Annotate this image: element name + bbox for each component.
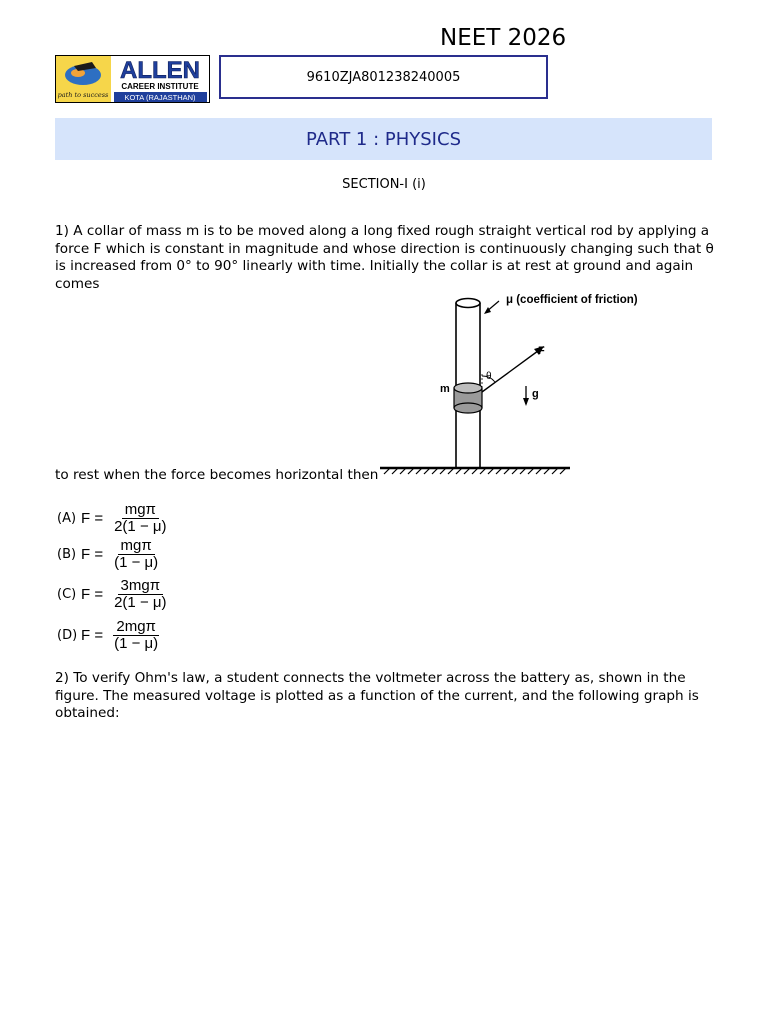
friction-label: μ (coefficient of friction)	[506, 294, 638, 306]
logo-subtitle: CAREER INSTITUTE	[121, 82, 199, 91]
mass-label: m	[440, 383, 450, 395]
allen-logo	[55, 55, 210, 103]
option-c-label: (C)	[57, 586, 77, 602]
exam-title: NEET 2026	[440, 25, 567, 51]
section-label: SECTION-I (i)	[342, 177, 426, 192]
option-a-label: (A)	[57, 510, 77, 526]
option-a-denominator: 2(1 − μ)	[114, 517, 167, 535]
option-b-denominator: (1 − μ)	[114, 553, 159, 571]
paper-code: 9610ZJA801238240005	[306, 69, 461, 85]
question-1-text: 1) A collar of mass m is to be moved along a long fixed rough straight vertical rod by applying a force F which is constant in magnitude and whose direction is continuously changing such that θ is increased from 0° to 90° linearly with time. Initially the collar is at rest at ground and again comes	[55, 223, 714, 292]
option-d-formula: F = $\frac{\text{2mgπ}}{(1 - \mu)}$	[81, 619, 161, 652]
option-c[interactable]	[57, 576, 170, 612]
option-c-numerator: 3mgπ	[118, 578, 164, 595]
question-2-text: 2) To verify Ohm's law, a student connects the voltmeter across the battery as, shown in the figure. The measured voltage is plotted as a function of the current, and the following graph is obtained:	[55, 670, 699, 721]
angle-label: θ	[486, 371, 492, 382]
force-label: F	[538, 345, 545, 357]
paper-code-box	[219, 55, 548, 99]
option-b[interactable]	[57, 536, 161, 572]
part-title: PART 1 : PHYSICS	[305, 128, 461, 150]
option-b-label: (B)	[57, 546, 77, 562]
option-c-formula: F = $\frac{\text{3mgπ}}{2(1 - \mu)}$	[81, 578, 170, 611]
option-d[interactable]	[57, 617, 161, 653]
collar-rod-figure	[378, 288, 668, 480]
option-a-numerator: mgπ	[122, 502, 159, 519]
logo-tagline: path to success	[57, 91, 109, 99]
option-c-denominator: 2(1 − μ)	[114, 593, 167, 611]
option-a-formula: F = $\frac{\text{mgπ}}{2(1 - \mu)}$	[81, 502, 170, 535]
option-d-denominator: (1 − μ)	[114, 634, 159, 652]
part-banner	[55, 118, 712, 160]
option-b-formula: F = $\frac{\text{mgπ}}{(1 - \mu)}$	[81, 538, 161, 571]
logo-location: KOTA (RAJASTHAN)	[124, 93, 196, 102]
option-d-numerator: 2mgπ	[113, 619, 159, 636]
option-d-label: (D)	[57, 627, 78, 643]
option-b-numerator: mgπ	[118, 538, 155, 555]
allen-logo-graphic	[56, 56, 210, 103]
question-1-continuation: to rest when the force becomes horizontal then	[55, 467, 379, 483]
gravity-label: g	[532, 388, 539, 400]
logo-brand: ALLEN	[120, 57, 200, 84]
option-a[interactable]	[57, 500, 170, 536]
